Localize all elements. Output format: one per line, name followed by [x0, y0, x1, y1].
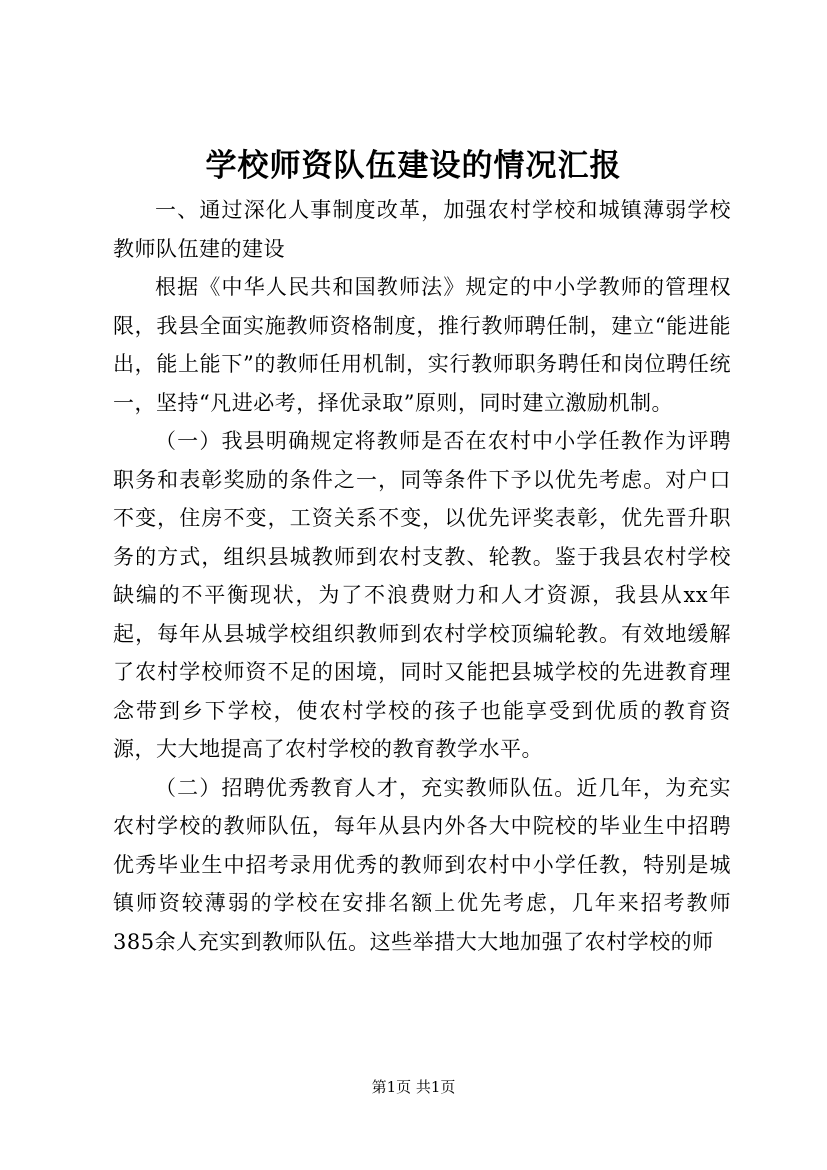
body-paragraph: （一）我县明确规定将教师是否在农村中小学任教作为评聘职务和表彰奖励的条件之一，同等条件下予以优先考虑。对户口不变，住房不变，工资关系不变，以优先评奖表彰，优先晋升职务的方式，组织县城教师到农村支教、轮教。鉴于我县农村学校缺编的不平衡现状，为了不浪费财力和人才资源，我县从xx年起，每年从县城学校组织教师到农村学校顶编轮教。有效地缓解了农村学校师资不足的困境，同时又能把县城学校的先进教育理念带到乡下学校，使农村学校的孩子也能享受到优质的教育资源，大大地提高了农村学校的教育教学水平。	[113, 429, 731, 761]
document-body	[113, 191, 731, 961]
document-title: 学校师资队伍建设的情况汇报	[205, 148, 622, 184]
body-paragraph: 根据《中华人民共和国教师法》规定的中小学教师的管理权限，我县全面实施教师资格制度，推行教师聘任制，建立“能进能出，能上能下”的教师任用机制，实行教师职务聘任和岗位聘任统一，坚持“凡进必考，择优录取”原则，同时建立激励机制。	[113, 275, 731, 415]
section-heading-1: 一、通过深化人事制度改革，加强农村学校和城镇薄弱学校教师队伍建的建设	[113, 198, 731, 261]
body-paragraph: （二）招聘优秀教育人才，充实教师队伍。近几年，为充实农村学校的教师队伍，每年从县内外各大中院校的毕业生中招聘优秀毕业生中招考录用优秀的教师到农村中小学任教，特别是城镇师资较薄弱的学校在安排名额上优先考虑，几年来招考教师385余人充实到教师队伍。这些举措大大地加强了农村学校的师	[113, 775, 731, 954]
page-footer: 第1页 共1页	[371, 1078, 456, 1096]
